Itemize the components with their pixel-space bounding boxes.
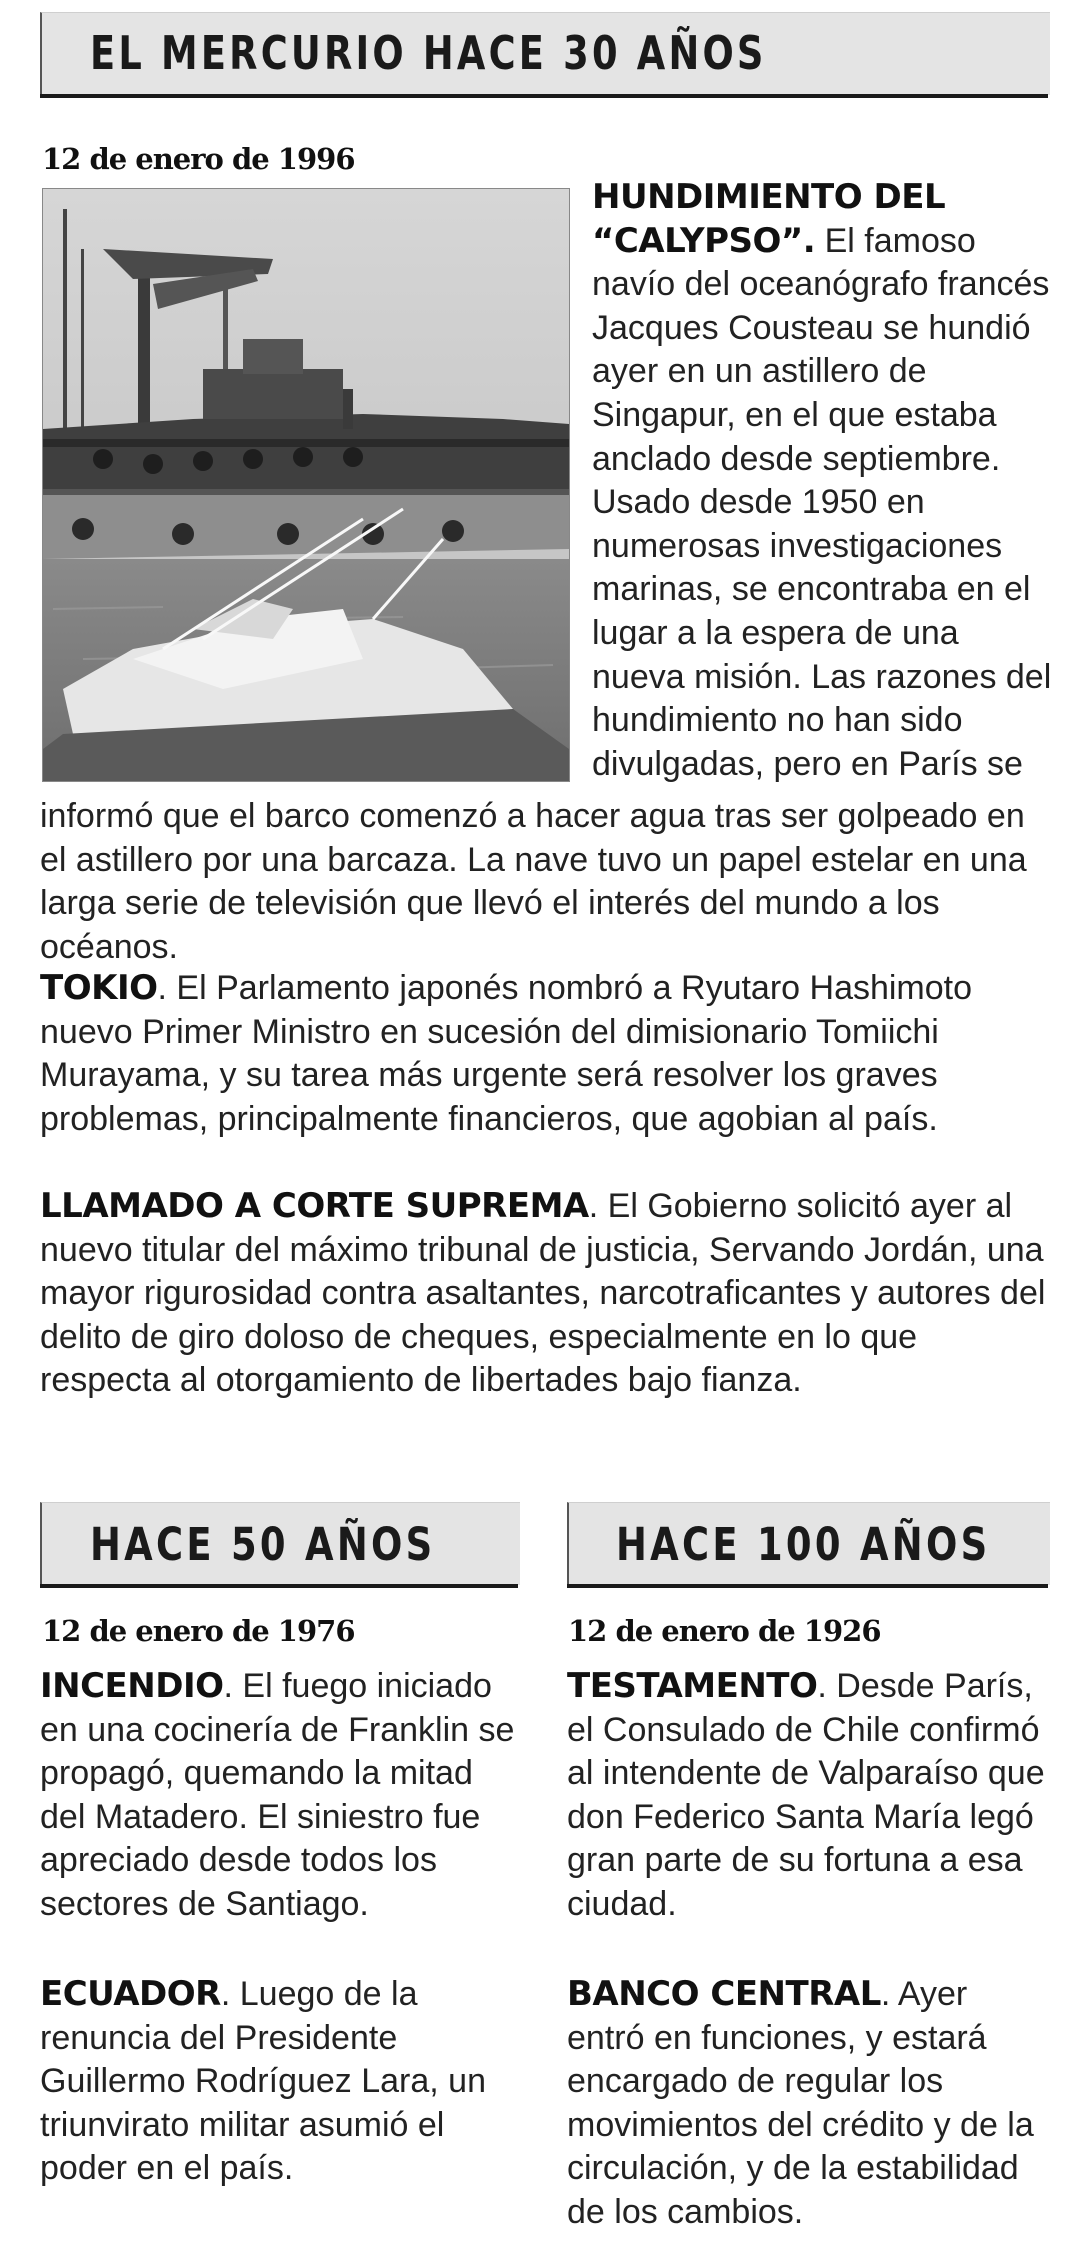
main-section-date: 12 de enero de 1996: [42, 142, 355, 176]
left-story2-text: . Luego de la renuncia del Presidente Guillermo Rodríguez Lara, un triunvirato militar asumió el poder en el país.: [40, 1975, 487, 2188]
left-section-title: HACE 50 AÑOS: [90, 1518, 436, 1571]
calypso-photo: [42, 188, 570, 782]
main-section-rule: [40, 94, 1048, 98]
main-story1-bottom: [40, 795, 1054, 969]
right-story2-text: . Ayer entró en funciones, y estará encargado de regular los movimientos del crédito y de la circulación, y de la estabilidad de los cambios.: [567, 1975, 1034, 2231]
left-story2-lead: ECUADOR: [40, 1974, 221, 2014]
right-section-date: 12 de enero de 1926: [568, 1614, 881, 1648]
main-story3-text: . El Gobierno solicitó ayer al nuevo titular del máximo tribunal de justicia, Servando Jordán, una mayor rigurosidad contra asaltantes, narcotraficantes y autores del delito de giro doloso de cheques, especialmente en lo que respecta al otorgamiento de libertades bajo fianza.: [40, 1187, 1046, 1400]
right-section-title: HACE 100 AÑOS: [616, 1518, 991, 1571]
main-story3: [40, 1185, 1054, 1403]
right-story2-lead: BANCO CENTRAL: [567, 1974, 881, 2014]
right-story1-lead: TESTAMENTO: [567, 1666, 818, 1706]
left-section-date: 12 de enero de 1976: [42, 1614, 355, 1648]
main-story3-lead: LLAMADO A CORTE SUPREMA: [40, 1186, 589, 1226]
right-story1-text: . Desde París, el Consulado de Chile confirmó al intendente de Valparaíso que don Federico Santa María legó gran parte de su fortuna a esa ciudad.: [567, 1667, 1045, 1923]
left-story1-text: . El fuego iniciado en una cocinería de Franklin se propagó, quemando la mitad del Matadero. El siniestro fue apreciado desde todos los sectores de Santiago.: [40, 1667, 515, 1923]
main-story2: [40, 967, 1054, 1141]
main-story2-lead: TOKIO: [40, 968, 158, 1008]
left-story1: [40, 1665, 518, 1927]
right-story1: [567, 1665, 1051, 1927]
left-story2: [40, 1973, 518, 2191]
main-section-title: EL MERCURIO HACE 30 AÑOS: [90, 26, 767, 80]
left-story1-lead: INCENDIO: [40, 1666, 224, 1706]
right-section-rule: [567, 1584, 1048, 1588]
right-story2: [567, 1973, 1051, 2235]
main-story2-text: . El Parlamento japonés nombró a Ryutaro Hashimoto nuevo Primer Ministro en sucesión del dimisionario Tomiichi Murayama, y su tarea más urgente será resolver los graves problemas, principalmente financieros, que agobian al país.: [40, 969, 973, 1138]
main-story1-text-top: El famoso navío del oceanógrafo francés Jacques Cousteau se hundió ayer en un astillero de Singapur, en el que estaba anclado desde septiembre. Usado desde 1950 en numerosas investigaciones marinas, se encontraba en el lugar a la espera de una nueva misión. Las razones del hundimiento no han sido divulgadas, pero en París se: [592, 221, 1052, 783]
left-section-rule: [40, 1584, 518, 1588]
main-story1-lead: HUNDIMIENTO DEL “CALYPSO”.: [592, 177, 946, 261]
main-story1-text-bottom: informó que el barco comenzó a hacer agua tras ser golpeado en el astillero por una barcaza. La nave tuvo un papel estelar en una larga serie de televisión que llevó el interés del mundo a los océanos.: [40, 797, 1027, 966]
main-story1-top: [592, 176, 1052, 786]
